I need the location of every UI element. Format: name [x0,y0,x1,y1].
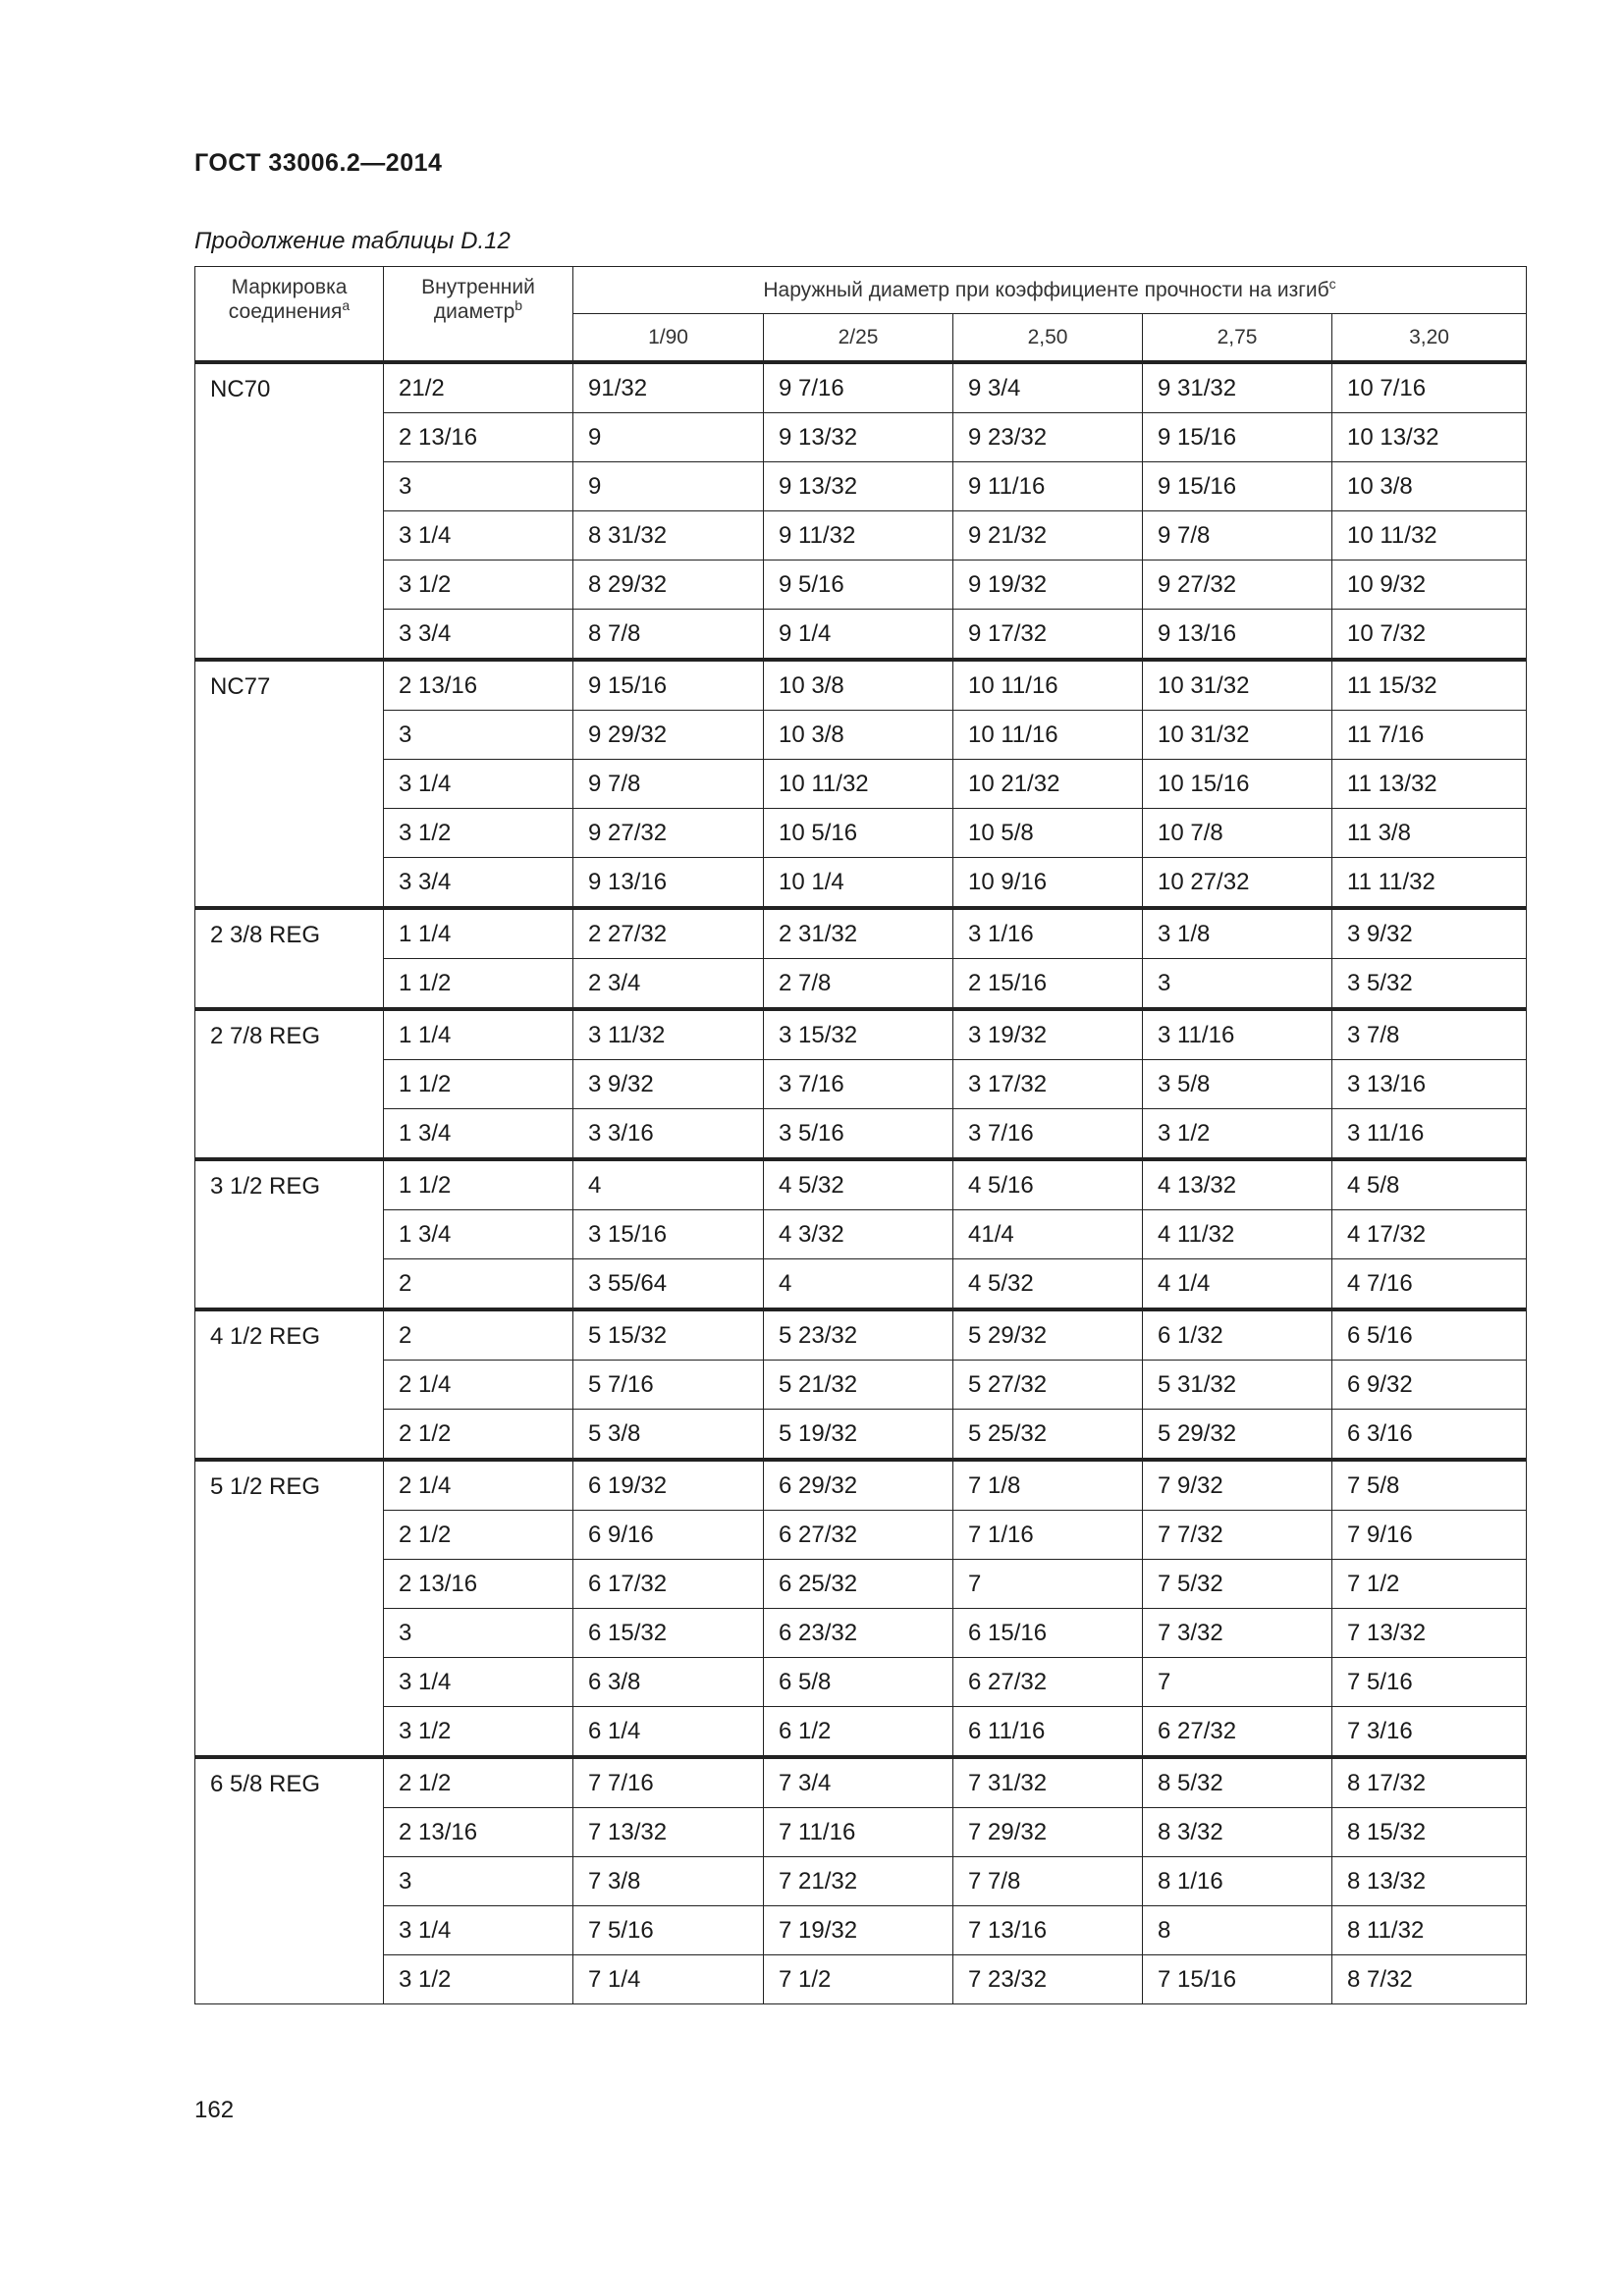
ratio-header-cell: 1/90 [573,314,764,363]
connection-group [195,1460,1527,1757]
outer-diameter-cell: 9 3/4 [953,362,1143,413]
outer-diameter-cell: 10 3/8 [1332,462,1527,511]
inner-diameter-cell: 2 13/16 [384,1560,573,1609]
outer-diameter-cell: 9 [573,462,764,511]
outer-diameter-cell: 6 1/32 [1143,1309,1332,1361]
table-row [195,908,1527,959]
ratio-header-cell: 2/25 [764,314,953,363]
outer-diameter-cell: 7 13/32 [1332,1609,1527,1658]
table-row [195,1009,1527,1060]
outer-diameter-cell: 10 5/16 [764,809,953,858]
outer-diameter-cell: 9 13/16 [573,858,764,909]
outer-diameter-cell: 9 7/8 [1143,511,1332,561]
table-row [195,413,1527,462]
outer-diameter-cell: 8 31/32 [573,511,764,561]
inner-diameter-cell: 2 1/4 [384,1460,573,1511]
connection-name-cell: 4 1/2 REG [195,1309,384,1460]
outer-diameter-cell: 7 19/32 [764,1906,953,1955]
connection-name-cell: 2 3/8 REG [195,908,384,1009]
outer-diameter-cell: 9 17/32 [953,610,1143,661]
connection-name-cell: 2 7/8 REG [195,1009,384,1159]
inner-diameter-cell: 3 1/2 [384,561,573,610]
inner-diameter-cell: 1 1/4 [384,1009,573,1060]
outer-diameter-cell: 3 3/16 [573,1109,764,1160]
outer-diameter-cell: 5 27/32 [953,1361,1143,1410]
table-row [195,1857,1527,1906]
outer-diameter-cell: 10 3/8 [764,660,953,711]
inner-diameter-cell: 1 3/4 [384,1210,573,1259]
outer-diameter-cell: 6 27/32 [764,1511,953,1560]
outer-diameter-cell: 6 17/32 [573,1560,764,1609]
outer-diameter-cell: 9 15/16 [573,660,764,711]
connection-group [195,908,1527,1009]
outer-diameter-cell: 8 7/32 [1332,1955,1527,2004]
table-row [195,1361,1527,1410]
outer-diameter-cell: 10 9/16 [953,858,1143,909]
table-row [195,959,1527,1010]
outer-diameter-cell: 3 5/8 [1143,1060,1332,1109]
ratio-header-cell: 2,75 [1143,314,1332,363]
outer-diameter-cell: 4 5/16 [953,1159,1143,1210]
outer-diameter-cell: 7 3/16 [1332,1707,1527,1758]
inner-diameter-cell: 3 [384,711,573,760]
outer-diameter-cell: 7 15/16 [1143,1955,1332,2004]
outer-diameter-cell: 5 29/32 [1143,1410,1332,1461]
table-row [195,1808,1527,1857]
outer-diameter-cell: 3 55/64 [573,1259,764,1310]
outer-diameter-cell: 7 1/4 [573,1955,764,2004]
outer-diameter-cell: 4 7/16 [1332,1259,1527,1310]
outer-diameter-cell: 11 13/32 [1332,760,1527,809]
outer-diameter-cell: 9 13/32 [764,462,953,511]
table-row [195,362,1527,413]
outer-diameter-cell: 7 23/32 [953,1955,1143,2004]
outer-diameter-cell: 3 1/8 [1143,908,1332,959]
outer-diameter-cell: 9 11/16 [953,462,1143,511]
table-row [195,1410,1527,1461]
connection-group [195,660,1527,908]
inner-diameter-cell: 1 1/2 [384,1159,573,1210]
outer-diameter-cell: 6 9/16 [573,1511,764,1560]
outer-diameter-cell: 7 [1143,1658,1332,1707]
outer-diameter-cell: 10 31/32 [1143,711,1332,760]
outer-diameter-cell: 6 23/32 [764,1609,953,1658]
inner-diameter-cell: 1 1/2 [384,1060,573,1109]
outer-diameter-cell: 10 21/32 [953,760,1143,809]
inner-diameter-cell: 3 1/2 [384,1707,573,1758]
outer-diameter-cell: 8 5/32 [1143,1757,1332,1808]
outer-diameter-cell: 10 11/16 [953,660,1143,711]
outer-diameter-cell: 10 15/16 [1143,760,1332,809]
outer-diameter-cell: 10 7/16 [1332,362,1527,413]
outer-diameter-cell: 3 5/32 [1332,959,1527,1010]
outer-diameter-cell: 9 27/32 [1143,561,1332,610]
outer-diameter-cell: 6 27/32 [1143,1707,1332,1758]
outer-diameter-cell: 9 15/16 [1143,413,1332,462]
outer-diameter-cell: 7 1/2 [1332,1560,1527,1609]
outer-diameter-cell: 4 5/32 [953,1259,1143,1310]
data-table [194,266,1527,2004]
connection-name-cell: 5 1/2 REG [195,1460,384,1757]
outer-diameter-cell: 2 31/32 [764,908,953,959]
inner-diameter-cell: 2 13/16 [384,660,573,711]
table-row [195,1955,1527,2004]
table-row [195,1210,1527,1259]
connection-group [195,1159,1527,1309]
header-connection [195,267,384,363]
connection-name-cell: 3 1/2 REG [195,1159,384,1309]
connection-group [195,1309,1527,1460]
outer-diameter-cell: 3 1/16 [953,908,1143,959]
table-row [195,462,1527,511]
outer-diameter-cell: 9 13/16 [1143,610,1332,661]
outer-diameter-cell: 6 5/16 [1332,1309,1527,1361]
outer-diameter-cell: 5 15/32 [573,1309,764,1361]
table-row [195,1658,1527,1707]
table-row [195,1060,1527,1109]
outer-diameter-cell: 9 15/16 [1143,462,1332,511]
outer-diameter-cell: 10 11/32 [764,760,953,809]
header-inner-label: Внутренний диаметр [421,276,535,323]
table-row [195,610,1527,661]
outer-diameter-cell: 7 5/32 [1143,1560,1332,1609]
outer-diameter-cell: 3 11/16 [1143,1009,1332,1060]
outer-diameter-cell: 11 15/32 [1332,660,1527,711]
outer-diameter-cell: 9 23/32 [953,413,1143,462]
outer-diameter-cell: 10 3/8 [764,711,953,760]
outer-diameter-cell: 3 [1143,959,1332,1010]
table-row [195,1109,1527,1160]
outer-diameter-cell: 3 13/16 [1332,1060,1527,1109]
outer-diameter-cell: 8 11/32 [1332,1906,1527,1955]
header-connection-label: Маркировка соединения [228,276,348,323]
outer-diameter-cell: 7 7/8 [953,1857,1143,1906]
outer-diameter-cell: 9 27/32 [573,809,764,858]
outer-diameter-cell: 2 27/32 [573,908,764,959]
document-title: ГОСТ 33006.2—2014 [194,149,443,177]
outer-diameter-cell: 3 11/32 [573,1009,764,1060]
outer-diameter-cell: 5 3/8 [573,1410,764,1461]
table-row [195,1259,1527,1310]
outer-diameter-cell: 7 9/32 [1143,1460,1332,1511]
outer-diameter-cell: 7 1/16 [953,1511,1143,1560]
outer-diameter-cell: 4 [573,1159,764,1210]
outer-diameter-cell: 5 23/32 [764,1309,953,1361]
outer-diameter-cell: 7 3/4 [764,1757,953,1808]
outer-diameter-cell: 2 7/8 [764,959,953,1010]
outer-diameter-cell: 7 1/8 [953,1460,1143,1511]
table-row [195,858,1527,909]
inner-diameter-cell: 2 [384,1259,573,1310]
inner-diameter-cell: 2 1/2 [384,1410,573,1461]
outer-diameter-cell: 9 11/32 [764,511,953,561]
connection-name-cell: NC70 [195,362,384,660]
outer-diameter-cell: 5 29/32 [953,1309,1143,1361]
outer-diameter-cell: 6 19/32 [573,1460,764,1511]
inner-diameter-cell: 1 3/4 [384,1109,573,1160]
table-row [195,1757,1527,1808]
table-caption: Продолжение таблицы D.12 [194,228,511,254]
outer-diameter-cell: 4 1/4 [1143,1259,1332,1310]
table-row [195,809,1527,858]
outer-diameter-cell: 4 [764,1259,953,1310]
inner-diameter-cell: 3 [384,1609,573,1658]
outer-diameter-cell: 6 29/32 [764,1460,953,1511]
table-row [195,1609,1527,1658]
outer-diameter-cell: 10 11/32 [1332,511,1527,561]
outer-diameter-cell: 11 7/16 [1332,711,1527,760]
outer-diameter-cell: 10 7/8 [1143,809,1332,858]
outer-diameter-cell: 6 1/2 [764,1707,953,1758]
table-row [195,511,1527,561]
outer-diameter-cell: 7 3/32 [1143,1609,1332,1658]
outer-diameter-cell: 91/32 [573,362,764,413]
outer-diameter-cell: 7 7/32 [1143,1511,1332,1560]
outer-diameter-cell: 11 3/8 [1332,809,1527,858]
header-inner-diameter [384,267,573,363]
ratio-header-cell: 3,20 [1332,314,1527,363]
outer-diameter-cell: 6 3/8 [573,1658,764,1707]
page-number: 162 [194,2097,235,2123]
outer-diameter-cell: 5 19/32 [764,1410,953,1461]
outer-diameter-cell: 3 9/32 [1332,908,1527,959]
inner-diameter-cell: 3 1/2 [384,809,573,858]
connection-group [195,1009,1527,1159]
inner-diameter-cell: 3 [384,462,573,511]
outer-diameter-cell: 10 13/32 [1332,413,1527,462]
table-row [195,1906,1527,1955]
inner-diameter-cell: 21/2 [384,362,573,413]
outer-diameter-cell: 3 11/16 [1332,1109,1527,1160]
connection-name-cell: 6 5/8 REG [195,1757,384,2004]
outer-diameter-cell: 4 5/8 [1332,1159,1527,1210]
table-row [195,660,1527,711]
header-inner-footnote: b [514,297,523,313]
inner-diameter-cell: 2 [384,1309,573,1361]
outer-diameter-cell: 6 25/32 [764,1560,953,1609]
outer-diameter-cell: 7 5/16 [573,1906,764,1955]
outer-diameter-cell: 9 21/32 [953,511,1143,561]
outer-diameter-cell: 6 9/32 [1332,1361,1527,1410]
table-row [195,1560,1527,1609]
inner-diameter-cell: 2 1/2 [384,1757,573,1808]
inner-diameter-cell: 3 3/4 [384,858,573,909]
inner-diameter-cell: 2 13/16 [384,413,573,462]
outer-diameter-cell: 8 3/32 [1143,1808,1332,1857]
outer-diameter-cell: 8 29/32 [573,561,764,610]
outer-diameter-cell: 6 11/16 [953,1707,1143,1758]
outer-diameter-cell: 2 3/4 [573,959,764,1010]
outer-diameter-cell: 10 5/8 [953,809,1143,858]
outer-diameter-cell: 41/4 [953,1210,1143,1259]
outer-diameter-cell: 5 25/32 [953,1410,1143,1461]
outer-diameter-cell: 3 7/16 [764,1060,953,1109]
table-row [195,1511,1527,1560]
outer-diameter-cell: 2 15/16 [953,959,1143,1010]
outer-diameter-cell: 10 1/4 [764,858,953,909]
outer-diameter-cell: 3 19/32 [953,1009,1143,1060]
outer-diameter-cell: 5 21/32 [764,1361,953,1410]
outer-diameter-cell: 3 5/16 [764,1109,953,1160]
outer-diameter-cell: 6 3/16 [1332,1410,1527,1461]
table-header [195,267,1527,363]
inner-diameter-cell: 3 [384,1857,573,1906]
table-row [195,1460,1527,1511]
outer-diameter-cell: 4 17/32 [1332,1210,1527,1259]
outer-diameter-cell: 7 21/32 [764,1857,953,1906]
outer-diameter-cell: 7 7/16 [573,1757,764,1808]
outer-diameter-cell: 4 3/32 [764,1210,953,1259]
outer-diameter-cell: 7 29/32 [953,1808,1143,1857]
outer-diameter-cell: 6 15/32 [573,1609,764,1658]
outer-diameter-cell: 8 [1143,1906,1332,1955]
outer-diameter-cell: 7 [953,1560,1143,1609]
outer-diameter-cell: 3 7/8 [1332,1009,1527,1060]
outer-diameter-cell: 8 13/32 [1332,1857,1527,1906]
outer-diameter-cell: 3 1/2 [1143,1109,1332,1160]
outer-diameter-cell: 7 5/8 [1332,1460,1527,1511]
outer-diameter-cell: 9 [573,413,764,462]
outer-diameter-cell: 10 11/16 [953,711,1143,760]
header-outer-footnote: c [1328,276,1336,292]
outer-diameter-cell: 9 29/32 [573,711,764,760]
outer-diameter-cell: 6 5/8 [764,1658,953,1707]
outer-diameter-cell: 9 7/8 [573,760,764,809]
outer-diameter-cell: 6 27/32 [953,1658,1143,1707]
table-row [195,1309,1527,1361]
outer-diameter-cell: 10 9/32 [1332,561,1527,610]
inner-diameter-cell: 3 1/4 [384,760,573,809]
outer-diameter-cell: 4 13/32 [1143,1159,1332,1210]
outer-diameter-cell: 8 15/32 [1332,1808,1527,1857]
outer-diameter-cell: 6 1/4 [573,1707,764,1758]
outer-diameter-cell: 7 5/16 [1332,1658,1527,1707]
outer-diameter-cell: 10 31/32 [1143,660,1332,711]
table-row [195,1159,1527,1210]
outer-diameter-cell: 9 31/32 [1143,362,1332,413]
outer-diameter-cell: 9 19/32 [953,561,1143,610]
header-outer-label: Наружный диаметр при коэффициенте прочности на изгиб [763,279,1329,301]
inner-diameter-cell: 1 1/2 [384,959,573,1010]
outer-diameter-cell: 9 1/4 [764,610,953,661]
outer-diameter-cell: 9 7/16 [764,362,953,413]
header-connection-footnote: a [342,297,351,313]
ratio-header-cell: 2,50 [953,314,1143,363]
outer-diameter-cell: 3 9/32 [573,1060,764,1109]
inner-diameter-cell: 2 1/2 [384,1511,573,1560]
inner-diameter-cell: 3 1/4 [384,511,573,561]
inner-diameter-cell: 3 1/4 [384,1658,573,1707]
header-outer-diameter [573,267,1527,314]
outer-diameter-cell: 7 31/32 [953,1757,1143,1808]
outer-diameter-cell: 7 13/16 [953,1906,1143,1955]
outer-diameter-cell: 7 9/16 [1332,1511,1527,1560]
outer-diameter-cell: 7 11/16 [764,1808,953,1857]
outer-diameter-cell: 11 11/32 [1332,858,1527,909]
outer-diameter-cell: 3 7/16 [953,1109,1143,1160]
table-row [195,1707,1527,1758]
outer-diameter-cell: 10 7/32 [1332,610,1527,661]
table-row [195,760,1527,809]
outer-diameter-cell: 7 1/2 [764,1955,953,2004]
connection-group [195,1757,1527,2004]
table-row [195,561,1527,610]
inner-diameter-cell: 3 3/4 [384,610,573,661]
outer-diameter-cell: 4 5/32 [764,1159,953,1210]
inner-diameter-cell: 3 1/4 [384,1906,573,1955]
outer-diameter-cell: 3 17/32 [953,1060,1143,1109]
outer-diameter-cell: 3 15/16 [573,1210,764,1259]
outer-diameter-cell: 5 31/32 [1143,1361,1332,1410]
outer-diameter-cell: 6 15/16 [953,1609,1143,1658]
outer-diameter-cell: 4 11/32 [1143,1210,1332,1259]
outer-diameter-cell: 9 13/32 [764,413,953,462]
connection-name-cell: NC77 [195,660,384,908]
connection-group [195,362,1527,660]
inner-diameter-cell: 1 1/4 [384,908,573,959]
inner-diameter-cell: 2 1/4 [384,1361,573,1410]
outer-diameter-cell: 10 27/32 [1143,858,1332,909]
outer-diameter-cell: 3 15/32 [764,1009,953,1060]
outer-diameter-cell: 9 5/16 [764,561,953,610]
inner-diameter-cell: 3 1/2 [384,1955,573,2004]
outer-diameter-cell: 8 17/32 [1332,1757,1527,1808]
outer-diameter-cell: 5 7/16 [573,1361,764,1410]
outer-diameter-cell: 7 13/32 [573,1808,764,1857]
outer-diameter-cell: 8 1/16 [1143,1857,1332,1906]
outer-diameter-cell: 8 7/8 [573,610,764,661]
inner-diameter-cell: 2 13/16 [384,1808,573,1857]
outer-diameter-cell: 7 3/8 [573,1857,764,1906]
table-row [195,711,1527,760]
